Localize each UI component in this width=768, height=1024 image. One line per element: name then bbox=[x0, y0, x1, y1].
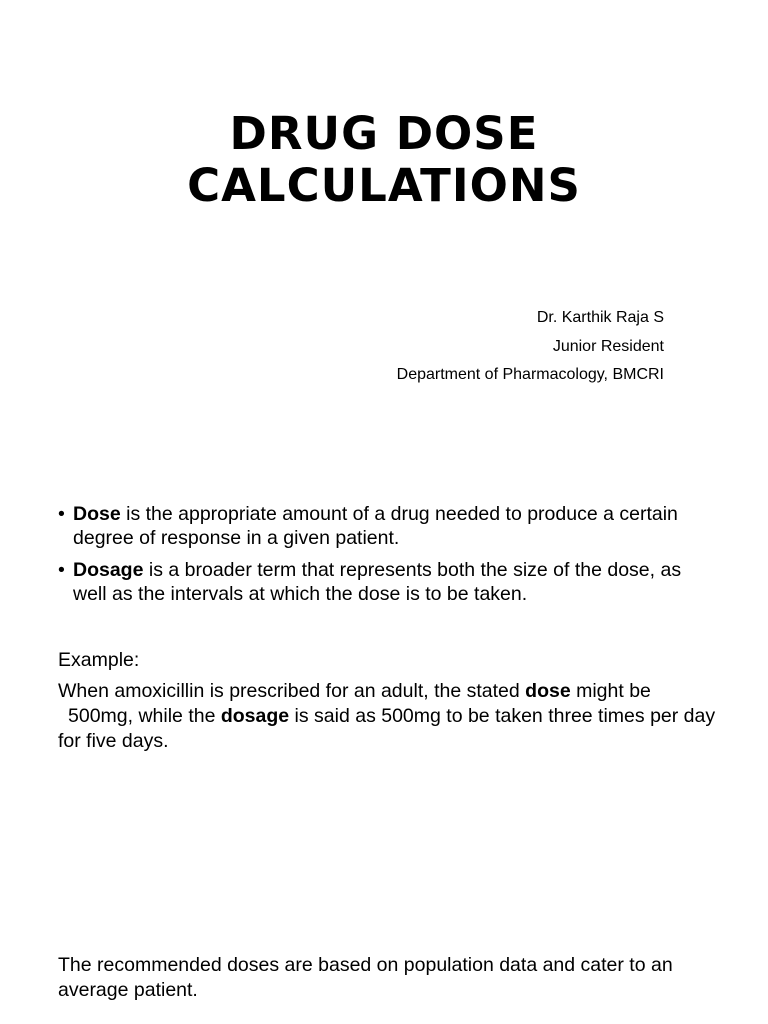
example-paragraph bbox=[58, 679, 718, 754]
definition-item-dosage bbox=[58, 558, 718, 606]
definition-item-dose bbox=[58, 502, 718, 550]
author-name: Dr. Karthik Raja S bbox=[536, 309, 664, 326]
definition-term: Dosage bbox=[73, 559, 144, 581]
example-text-part: might be bbox=[570, 680, 651, 702]
example-bold-term: dose bbox=[525, 680, 571, 702]
author-department: Department of Pharmacology, BMCRI bbox=[396, 366, 664, 383]
definition-term: Dose bbox=[73, 503, 121, 525]
title-line-1: DRUG DOSE bbox=[229, 107, 539, 160]
example-label: Example: bbox=[58, 649, 140, 671]
example-text-part: When amoxicillin is prescribed for an adult, the stated bbox=[58, 680, 526, 702]
definition-text: is a broader term that represents both the size of the dose, as well as the intervals at which the dose is to be taken. bbox=[73, 559, 682, 605]
title-line-2: CALCULATIONS bbox=[187, 159, 581, 212]
title-slide bbox=[0, 0, 768, 470]
definition-text: is the appropriate amount of a drug needed to produce a certain degree of response in a given patient. bbox=[73, 503, 678, 549]
example-text-part: is said as 500mg to be taken three times per day for five days. bbox=[58, 705, 716, 752]
bullet-icon: • bbox=[58, 503, 65, 525]
bullet-icon: • bbox=[58, 559, 65, 581]
definition-list bbox=[58, 502, 718, 614]
example-bold-term: dosage bbox=[220, 705, 290, 727]
author-role: Junior Resident bbox=[552, 337, 664, 355]
page-title bbox=[0, 108, 768, 212]
example-text-part: 500mg, while the bbox=[68, 705, 221, 727]
footer-paragraph: The recommended doses are based on population data and cater to an average patient. bbox=[58, 954, 673, 1001]
author-block bbox=[397, 304, 664, 390]
